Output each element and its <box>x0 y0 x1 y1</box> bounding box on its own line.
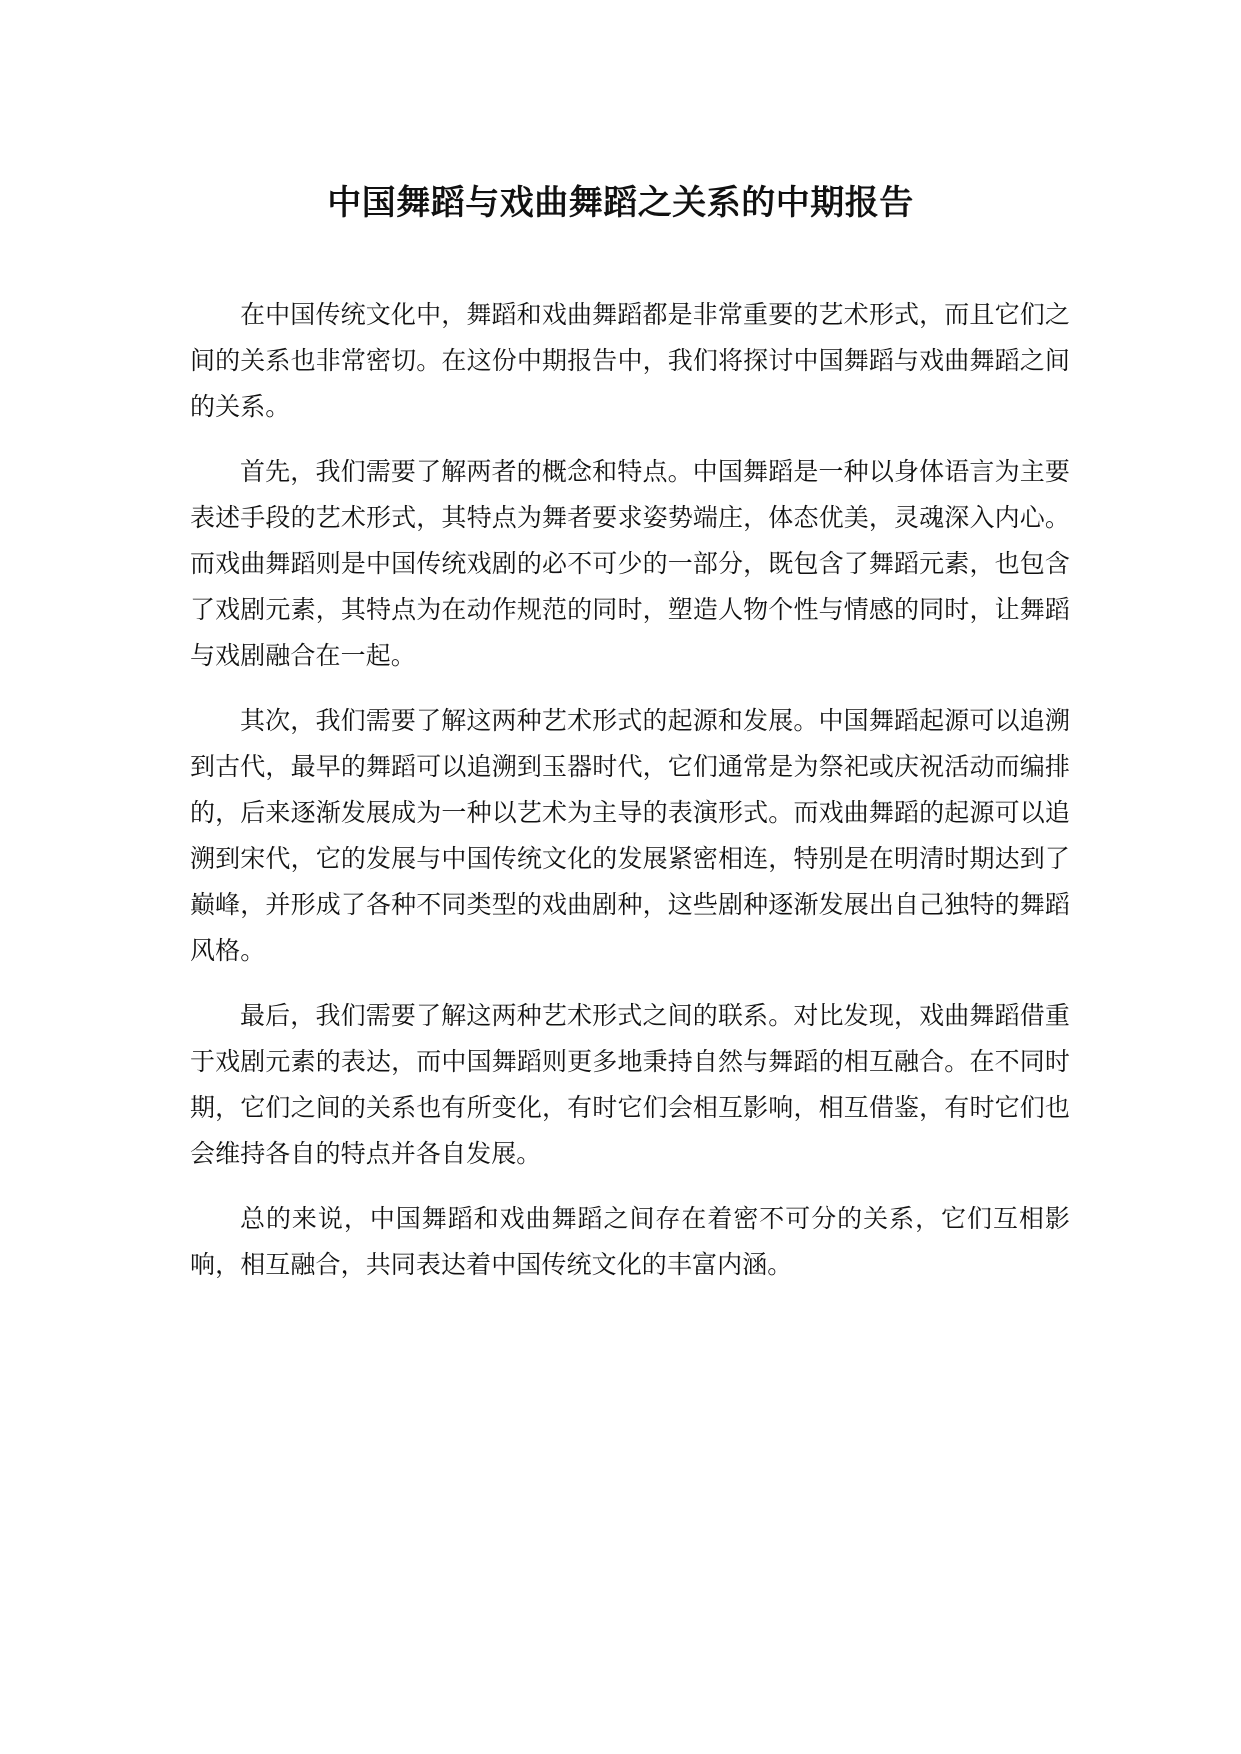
document-body <box>190 292 1070 1307</box>
paragraph-origins: 其次，我们需要了解这两种艺术形式的起源和发展。中国舞蹈起源可以追溯到古代，最早的舞蹈可以追溯到玉器时代，它们通常是为祭祀或庆祝活动而编排的，后来逐渐发展成为一种以艺术为主导的表演形式。而戏曲舞蹈的起源可以追溯到宋代，它的发展与中国传统文化的发展紧密相连，特别是在明清时期达到了巅峰，并形成了各种不同类型的戏曲剧种，这些剧种逐渐发展出自己独特的舞蹈风格。 <box>190 706 1070 965</box>
paragraph-intro: 在中国传统文化中，舞蹈和戏曲舞蹈都是非常重要的艺术形式，而且它们之间的关系也非常密切。在这份中期报告中，我们将探讨中国舞蹈与戏曲舞蹈之间的关系。 <box>190 300 1070 421</box>
paragraph-concepts: 首先，我们需要了解两者的概念和特点。中国舞蹈是一种以身体语言为主要表述手段的艺术形式，其特点为舞者要求姿势端庄，体态优美，灵魂深入内心。而戏曲舞蹈则是中国传统戏剧的必不可少的一部分，既包含了舞蹈元素，也包含了戏剧元素，其特点为在动作规范的同时，塑造人物个性与情感的同时，让舞蹈与戏剧融合在一起。 <box>190 457 1070 670</box>
document-title: 中国舞蹈与戏曲舞蹈之关系的中期报告 <box>327 183 914 223</box>
paragraph-conclusion: 总的来说，中国舞蹈和戏曲舞蹈之间存在着密不可分的关系，它们互相影响，相互融合，共同表达着中国传统文化的丰富内涵。 <box>190 1204 1070 1279</box>
paragraph-connections: 最后，我们需要了解这两种艺术形式之间的联系。对比发现，戏曲舞蹈借重于戏剧元素的表达，而中国舞蹈则更多地秉持自然与舞蹈的相互融合。在不同时期，它们之间的关系也有所变化，有时它们会相互影响，相互借鉴，有时它们也会维持各自的特点并各自发展。 <box>190 1001 1070 1168</box>
